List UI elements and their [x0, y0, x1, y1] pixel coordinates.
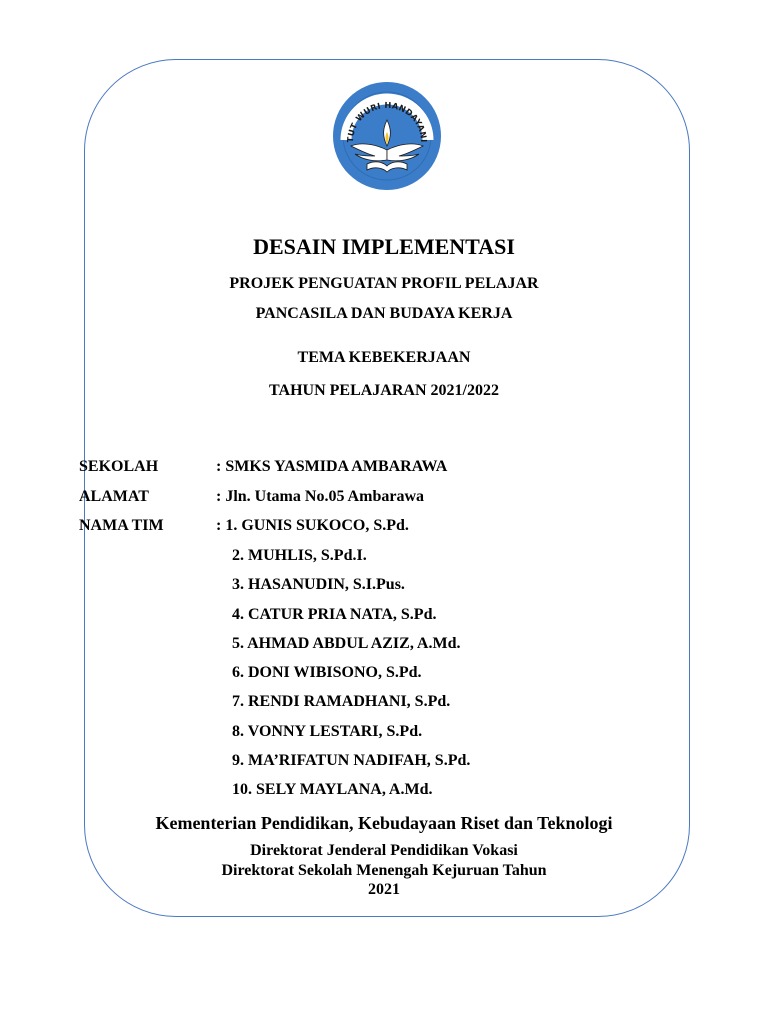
- team-member: 9. MA’RIFATUN NADIFAH, S.Pd.: [232, 752, 471, 769]
- address-value: : Jln. Utama No.05 Ambarawa: [216, 488, 424, 505]
- school-label: SEKOLAH: [79, 458, 159, 475]
- ministry-name: Kementerian Pendidikan, Kebudayaan Riset dan Teknologi: [155, 813, 613, 833]
- theme-heading: TEMA KEBEKERJAAN: [297, 349, 471, 366]
- team-member: 10. SELY MAYLANA, A.Md.: [232, 781, 433, 798]
- academic-year: TAHUN PELAJARAN 2021/2022: [269, 382, 499, 399]
- tut-wuri-handayani-logo: [331, 80, 443, 192]
- footer-year: 2021: [368, 881, 400, 898]
- subtitle-line-2: PANCASILA DAN BUDAYA KERJA: [255, 305, 513, 322]
- school-value: : SMKS YASMIDA AMBARAWA: [216, 458, 448, 475]
- directorate-general: Direktorat Jenderal Pendidikan Vokasi: [250, 842, 518, 859]
- team-member: 2. MUHLIS, S.Pd.I.: [232, 547, 367, 564]
- address-label: ALAMAT: [79, 488, 149, 505]
- team-member: 5. AHMAD ABDUL AZIZ, A.Md.: [232, 635, 461, 652]
- team-label: NAMA TIM: [79, 517, 164, 534]
- team-member: 6. DONI WIBISONO, S.Pd.: [232, 664, 422, 681]
- team-member: 7. RENDI RAMADHANI, S.Pd.: [232, 693, 451, 710]
- logo-motto-text: TUT WURI HANDAYANI: [344, 99, 430, 143]
- document-title: DESAIN IMPLEMENTASI: [253, 234, 515, 259]
- directorate: Direktorat Sekolah Menengah Kejuruan Tahun: [221, 862, 547, 879]
- team-member: 8. VONNY LESTARI, S.Pd.: [232, 723, 423, 740]
- team-member: : 1. GUNIS SUKOCO, S.Pd.: [216, 517, 409, 534]
- team-member: 4. CATUR PRIA NATA, S.Pd.: [232, 606, 437, 623]
- subtitle-line-1: PROJEK PENGUATAN PROFIL PELAJAR: [229, 275, 539, 292]
- team-member: 3. HASANUDIN, S.I.Pus.: [232, 576, 405, 593]
